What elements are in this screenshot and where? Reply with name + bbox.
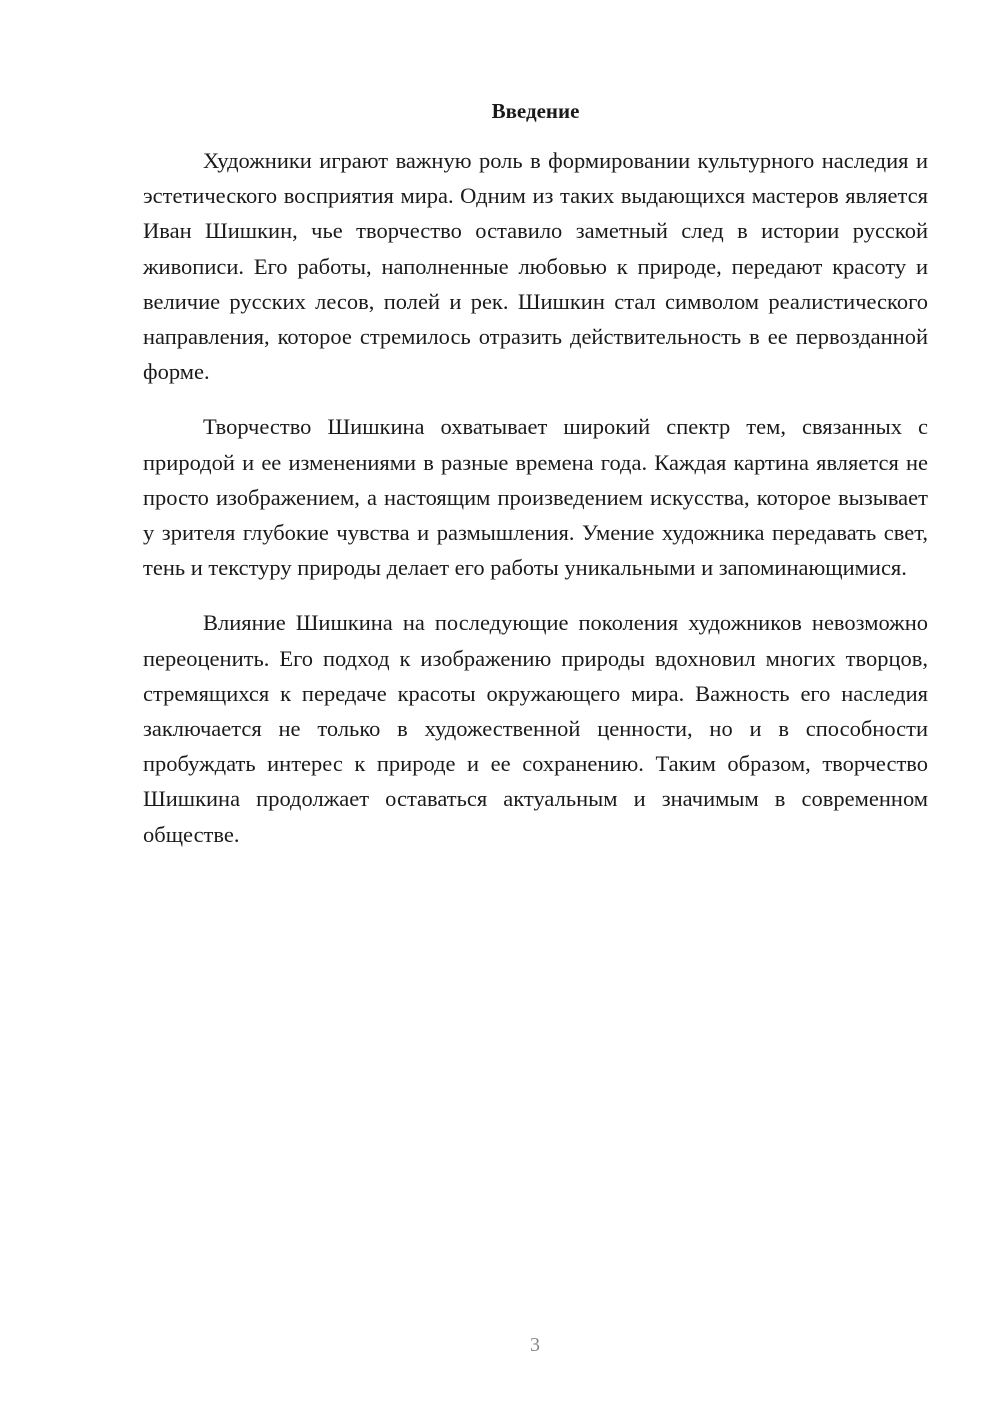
paragraph-1: Художники играют важную роль в формировании культурного наследия и эстетического восприятия мира. Одним из таких выдающихся мастеров является Иван Шишкин, чье творчество оставило заметный след в истории русской живописи. Его работы, наполненные любовью к природе, передают красоту и величие русских лесов, полей и рек. Шишкин стал символом реалистического направления, которое стремилось отразить действительность в ее первозданной форме. bbox=[143, 148, 928, 385]
section-heading: Введение bbox=[491, 99, 580, 123]
paragraph-2: Творчество Шишкина охватывает широкий спектр тем, связанных с природой и ее изменениями в разные времена года. Каждая картина является не просто изображением, а настоящим произведением искусства, которое вызывает у зрителя глубокие чувства и размышления. Умение художника передавать свет, тень и текстуру природы делает его работы уникальными и запоминающимися. bbox=[143, 414, 928, 581]
page-number: 3 bbox=[530, 1334, 540, 1356]
paragraph-3: Влияние Шишкина на последующие поколения художников невозможно переоценить. Его подход к изображению природы вдохновил многих творцов, стремящихся к передаче красоты окружающего мира. Важность его наследия заключается не только в художественной ценности, но и в способности пробуждать интерес к природе и ее сохранению. Таким образом, творчество Шишкина продолжает оставаться актуальным и значимым в современном обществе. bbox=[143, 610, 928, 847]
document-body bbox=[143, 143, 928, 872]
